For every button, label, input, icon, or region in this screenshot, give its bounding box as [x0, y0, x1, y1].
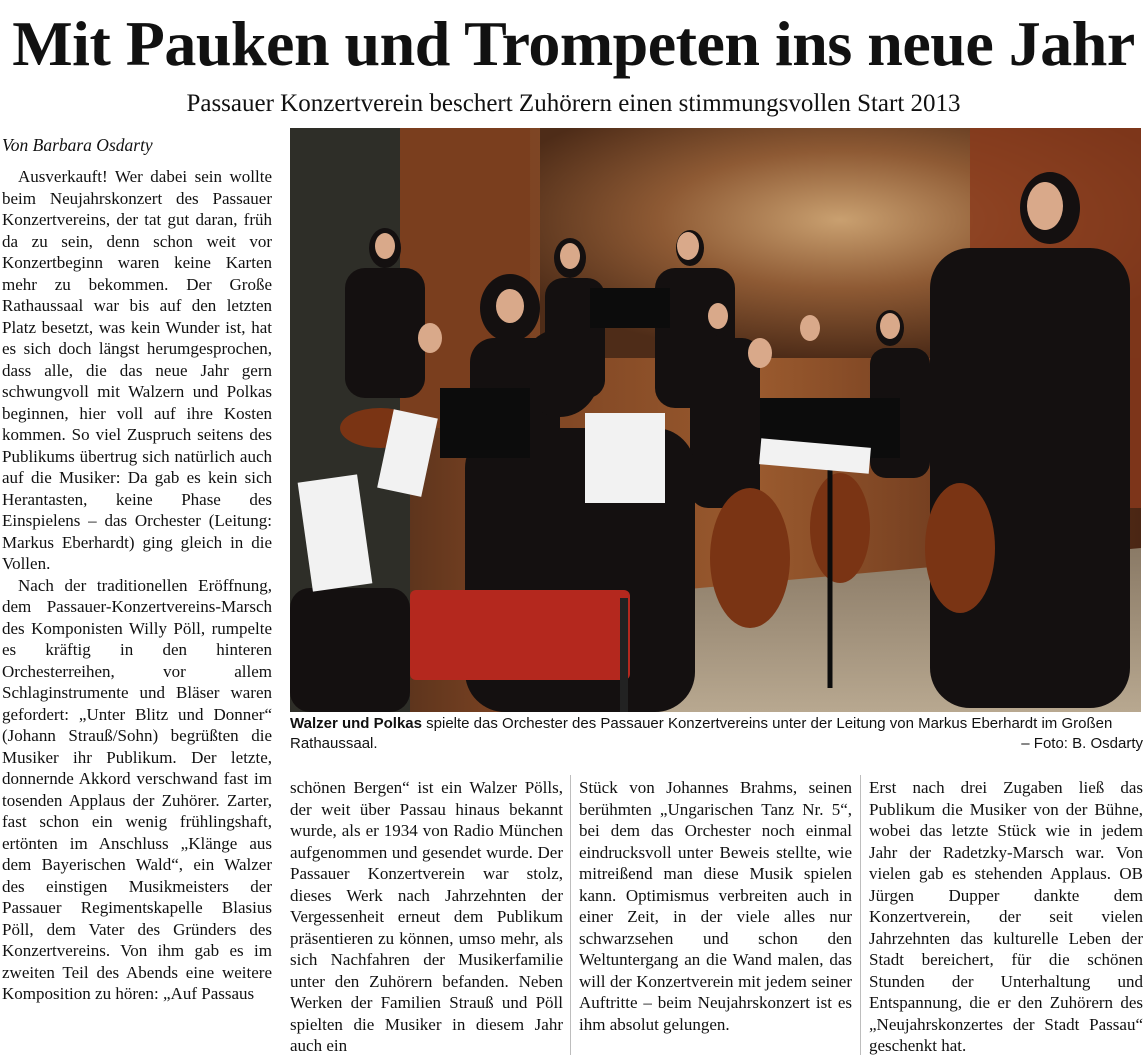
caption-text: spielte das Orchester des Passauer Konzertvereins unter der Leitung von Markus Eberhardt im Großen Rathaussaal. — [290, 715, 1113, 752]
photo-credit: – Foto: B. Osdarty — [1021, 735, 1143, 752]
paragraph-5: Erst nach drei Zugaben ließ das Publikum die Musiker von der Bühne, wobei das letzte Stück wie in jedem Jahr der Radetzky-Marsch war. Von vielen gab es stehenden Applaus. OB Jürgen Dupper dankte dem Konzertverein, der seit vielen Jahrzehnten das kulturelle Leben der Stadt bereichert, für die schönen Stunden der Unterhaltung und Entspannung, die er den Zuhörern des „Neujahrskonzertes der Stadt Passau“ geschenkt hat. — [869, 778, 1143, 1055]
column-divider — [860, 775, 861, 1055]
photo-caption — [290, 714, 1141, 754]
headline: Mit Pauken und Trompeten ins neue Jahr — [12, 8, 1135, 79]
article-column-4 — [869, 777, 1143, 1055]
column-divider — [570, 775, 571, 1055]
paragraph-3: schönen Bergen“ ist ein Walzer Pölls, der weit über Passau hinaus bekannt wurde, als er 1934 von Radio München aufgenommen und gesendet wurde. Der Passauer Konzertverein war stolz, dieses Werk nach Jahrzehnten der Vergessenheit erneut dem Publikum präsentieren zu können, umso mehr, als sich Nachfahren der Musikerfamilie unter den Zuhörern befanden. Neben Werken der Familien Strauß und Pöll spielten die Musiker in diesem Jahr auch ein — [290, 778, 563, 1055]
paragraph-4: Stück von Johannes Brahms, seinen berühmten „Ungarischen Tanz Nr. 5“, bei dem das Orchester noch einmal eindrucksvoll unter Beweis stellte, wie mitreißend man diese Musik spielen kann. Optimismus verbreiten auch in einer Zeit, in der viele alles nur schwarzsehen und schon den Weltuntergang an die Wand malen, das will der Konzertverein mit jedem seiner Auftritte – beim Neujahrskonzert ist es ihm absolut gelungen. — [579, 778, 852, 1034]
article-column-1 — [2, 166, 272, 1055]
orchestra-photo — [290, 128, 1141, 712]
subheadline: Passauer Konzertverein beschert Zuhörern einen stimmungsvollen Start 2013 — [186, 90, 961, 117]
orchestra-photo-illustration — [290, 128, 1141, 712]
article-column-3 — [579, 777, 852, 1055]
paragraph-2: Nach der traditionellen Eröffnung, dem Passauer-Konzertvereins-Marsch des Komponisten Willy Pöll, rumpelte es kräftig in den hinteren Orchesterreihen, vor allem Schlaginstrumente und Bläser waren gefordert: „Unter Blitz und Donner“ (Johann Strauß/Sohn) begrüßten die Musiker ihr Publikum. Der letzte, donnernde Akkord verschwand fast im tosenden Applaus der Zuhörer. Zarter, fast schon ein wenig frühlingshaft, ertönten im Anschluss „Klänge aus dem Bayerischen Wald“, ein Walzer des einstigen Musikmeisters der Passauer Regimentskapelle Blasius Pöll, dem Vater des Gründers des Konzertvereins. Von ihm gab es im zweiten Teil des Abends eine weitere Komposition zu hören: „Auf Passaus — [2, 575, 272, 1003]
byline: Von Barbara Osdarty — [2, 135, 153, 155]
paragraph-1: Ausverkauft! Wer dabei sein wollte beim Neujahrskonzert des Passauer Konzertvereins, der tat gut daran, früh da zu sein, denn schon weit vor Konzertbeginn waren keine Karten mehr zu bekommen. Der Große Rathaussaal war bis auf den letzten Platz besetzt, was kein Wunder ist, hat es sich doch längst herumgesprochen, dass alle, die das neue Jahr gern schwungvoll mit Walzern und Polkas beginnen, hier voll auf ihre Kosten kommen. So viel Zuspruch seitens des Publikums übertrug sich natürlich auch auf die Musiker: Da gab es kein sich Herantasten, keine Phase des Einspielens – das Orchester (Leitung: Markus Eberhardt) ging gleich in die Vollen. — [2, 167, 272, 573]
article-column-2 — [290, 777, 563, 1055]
caption-bold: Walzer und Polkas — [290, 715, 422, 732]
